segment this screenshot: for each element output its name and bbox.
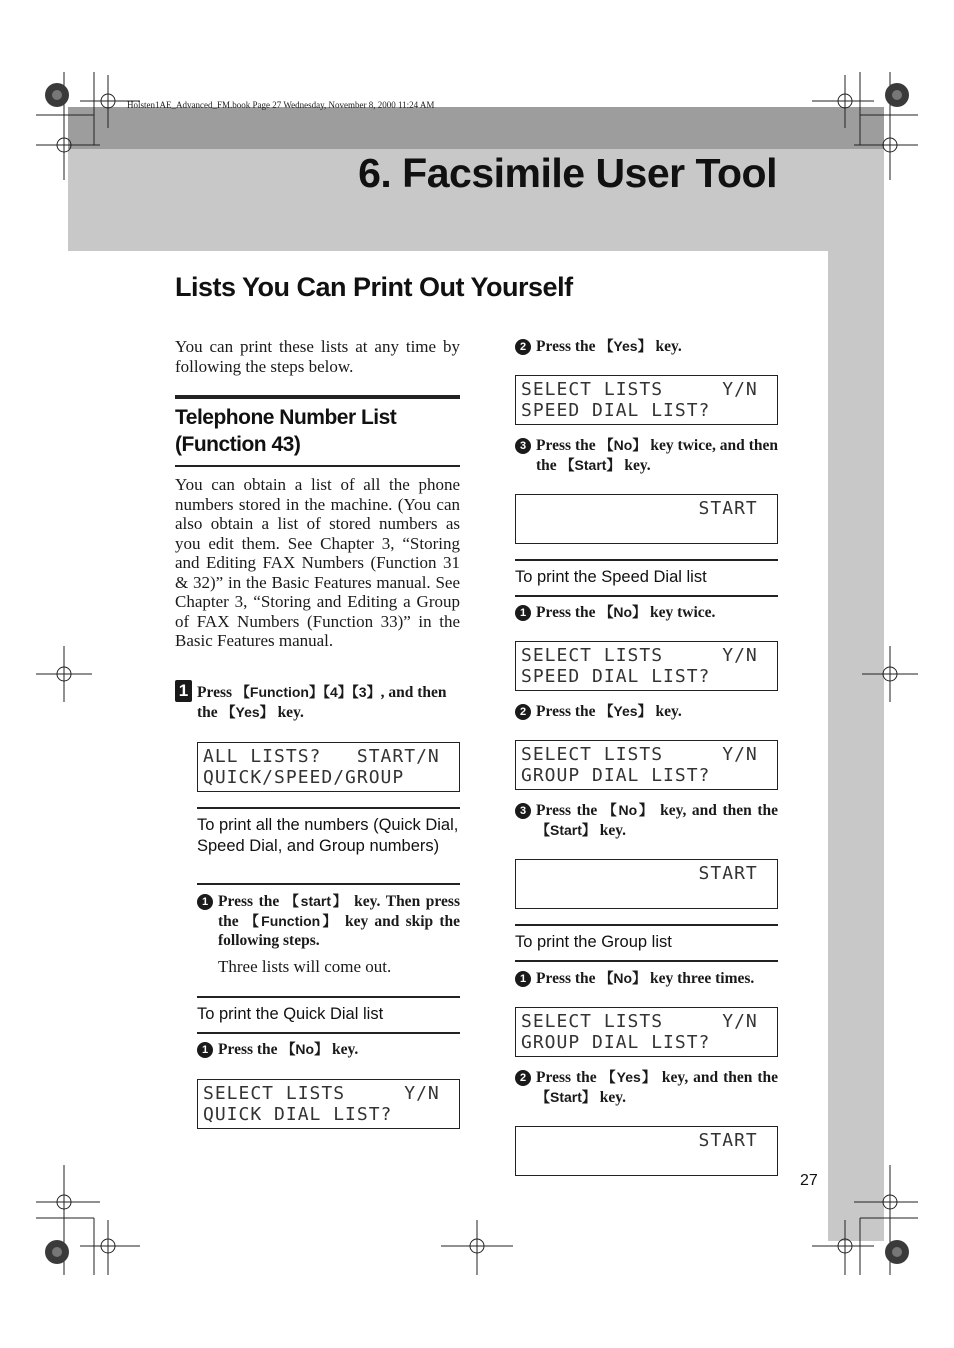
- lcd-display-all-lists: [197, 742, 460, 792]
- lcd-line-1: SELECT LISTS Y/N: [521, 379, 758, 400]
- step-text: the: [197, 703, 222, 721]
- step-text: key and skip the following steps.: [218, 912, 460, 949]
- step-text: key.: [595, 821, 627, 839]
- step-text: , and then: [380, 684, 447, 701]
- substep-text: [197, 1040, 460, 1060]
- chapter-title: 6. Facsimile User Tool: [358, 150, 777, 196]
- step-text: Press the: [536, 802, 603, 819]
- function-key: 【Function】: [244, 912, 339, 929]
- lcd-line-1: START: [521, 498, 758, 519]
- substep-bullet: 1: [197, 894, 213, 910]
- substep-bullet: 2: [515, 339, 531, 355]
- lcd-line-2: QUICK DIAL LIST?: [203, 1104, 393, 1125]
- yes-key: 【Yes】: [601, 1069, 657, 1085]
- start-key: 【Start】: [536, 821, 596, 838]
- step-text: key three times.: [646, 970, 755, 987]
- step-text: key twice.: [646, 604, 716, 621]
- speed-substep-2: [515, 702, 778, 722]
- step-text: Press the: [218, 1041, 282, 1058]
- divider: [515, 924, 778, 926]
- step-text: Press the: [218, 893, 285, 910]
- step-text: key. Then press the: [218, 893, 460, 930]
- lcd-display-start: [515, 859, 778, 909]
- lcd-line-1: SELECT LISTS Y/N: [521, 1011, 758, 1032]
- substep-bullet: 1: [197, 1042, 213, 1058]
- group-substep-1: [515, 969, 778, 989]
- start-key: 【Start】: [560, 456, 621, 473]
- lcd-line-1: SELECT LISTS Y/N: [203, 1083, 440, 1104]
- divider: [515, 960, 778, 962]
- substep-bullet: 3: [515, 803, 531, 819]
- substep-text: [197, 892, 460, 951]
- lcd-display-start: [515, 1126, 778, 1176]
- lcd-line-2: SPEED DIAL LIST?: [521, 400, 711, 421]
- substep-text: [515, 337, 778, 357]
- step-1: [175, 680, 460, 722]
- lcd-line-1: SELECT LISTS Y/N: [521, 744, 758, 765]
- section-title: Lists You Can Print Out Yourself: [175, 272, 573, 302]
- step-text: key.: [651, 703, 682, 720]
- substep-bullet: 1: [515, 971, 531, 987]
- step-text: Press the: [536, 338, 600, 355]
- start-key: 【start】: [284, 893, 349, 909]
- substep-text: [515, 702, 778, 722]
- divider: [197, 807, 460, 809]
- divider: [197, 1032, 460, 1034]
- step-text: Press the: [536, 437, 600, 454]
- quick-substep-1: [197, 1040, 460, 1060]
- divider: [515, 559, 778, 561]
- all-substep-1: [197, 892, 460, 976]
- caption-print-all: To print all the numbers (Quick Dial, Speed Dial, and Group numbers): [197, 816, 459, 855]
- subsection-title-line2: (Function 43): [175, 433, 301, 456]
- speed-substep-3: [515, 801, 778, 840]
- yes-key: 【Yes】: [221, 703, 274, 720]
- lcd-line-2: GROUP DIAL LIST?: [521, 1032, 711, 1053]
- step-number: 1: [175, 680, 192, 702]
- step-text: key.: [651, 338, 682, 355]
- divider: [197, 883, 460, 885]
- step-text: key, and then the: [656, 1069, 778, 1086]
- lcd-display-quick-dial: [197, 1079, 460, 1129]
- no-key: 【No】: [599, 604, 647, 620]
- substep-text: [515, 969, 778, 989]
- subsection-title: [175, 404, 396, 458]
- substep-bullet: 1: [515, 605, 531, 621]
- book-info-header: Holsten1AE_Advanced_FM.book Page 27 Wednesday, November 8, 2000 11:24 AM: [127, 100, 435, 110]
- speed-substep-1: [515, 603, 778, 623]
- substep-text: [515, 436, 778, 475]
- yes-key: 【Yes】: [599, 703, 652, 719]
- divider: [515, 595, 778, 597]
- lcd-line-1: START: [521, 863, 758, 884]
- substep-text: [515, 801, 778, 840]
- key-4: 【4】: [323, 684, 352, 700]
- lcd-display-speed-dial: [515, 641, 778, 691]
- substep-text: [515, 603, 778, 623]
- lcd-display-speed-dial: [515, 375, 778, 425]
- substep-bullet: 3: [515, 438, 531, 454]
- step-1-text: [175, 680, 460, 722]
- no-key: 【No】: [599, 970, 647, 986]
- substep-bullet: 2: [515, 704, 531, 720]
- lcd-display-group-dial: [515, 740, 778, 790]
- lcd-line-2: SPEED DIAL LIST?: [521, 666, 711, 687]
- key-3: 【3】: [351, 684, 381, 700]
- substep-bullet: 2: [515, 1070, 531, 1086]
- step-text: key.: [595, 1088, 627, 1106]
- lcd-line-2: QUICK/SPEED/GROUP: [203, 767, 405, 788]
- caption-group: To print the Group list: [515, 933, 672, 951]
- step-text: key twice, and then the: [536, 437, 778, 474]
- divider: [175, 465, 460, 467]
- substep-text: [515, 1068, 778, 1107]
- function-description: You can obtain a list of all the phone numbers stored in the machine. (You can also obtain a list of stored numbers as you edit them. See Chapter 3, “Storing and Editing FAX Numbers (Function 31 & 32)” in the Basic Features manual. See Chapter 3, “Storing and Editing a Group of FAX Numbers (Function 33)” in the Basic Features manual.: [175, 475, 460, 650]
- step-text: key, and then the: [654, 802, 778, 819]
- step-text: Press the: [536, 604, 600, 621]
- divider: [175, 395, 460, 399]
- divider: [197, 996, 460, 998]
- step-text: Press the: [536, 970, 600, 987]
- step-text: key.: [620, 456, 651, 474]
- no-key: 【No】: [602, 802, 655, 818]
- lcd-line-1: SELECT LISTS Y/N: [521, 645, 758, 666]
- yes-key: 【Yes】: [599, 338, 652, 354]
- lcd-display-start: [515, 494, 778, 544]
- step-text: Press the: [536, 1069, 602, 1086]
- quick-substep-2: [515, 337, 778, 357]
- intro-paragraph: You can print these lists at any time by following the steps below.: [175, 337, 460, 376]
- subsection-title-line1: Telephone Number List: [175, 406, 397, 429]
- no-key: 【No】: [599, 437, 647, 453]
- lcd-line-1: START: [521, 1130, 758, 1151]
- lcd-display-group-dial: [515, 1007, 778, 1057]
- step-text: Press: [197, 684, 236, 701]
- substep-note: Three lists will come out.: [218, 956, 392, 976]
- quick-substep-3: [515, 436, 778, 475]
- start-key: 【Start】: [536, 1088, 596, 1105]
- group-substep-2: [515, 1068, 778, 1107]
- page-number: 27: [800, 1172, 818, 1189]
- function-key: 【Function】: [235, 684, 323, 700]
- step-text: key.: [328, 1041, 359, 1058]
- no-key: 【No】: [281, 1041, 329, 1057]
- caption-quick-dial: To print the Quick Dial list: [197, 1005, 384, 1023]
- step-text: key.: [273, 703, 304, 721]
- lcd-line-1: ALL LISTS? START/N: [203, 746, 440, 767]
- caption-speed-dial: To print the Speed Dial list: [515, 568, 707, 586]
- step-text: Press the: [536, 703, 600, 720]
- lcd-line-2: GROUP DIAL LIST?: [521, 765, 711, 786]
